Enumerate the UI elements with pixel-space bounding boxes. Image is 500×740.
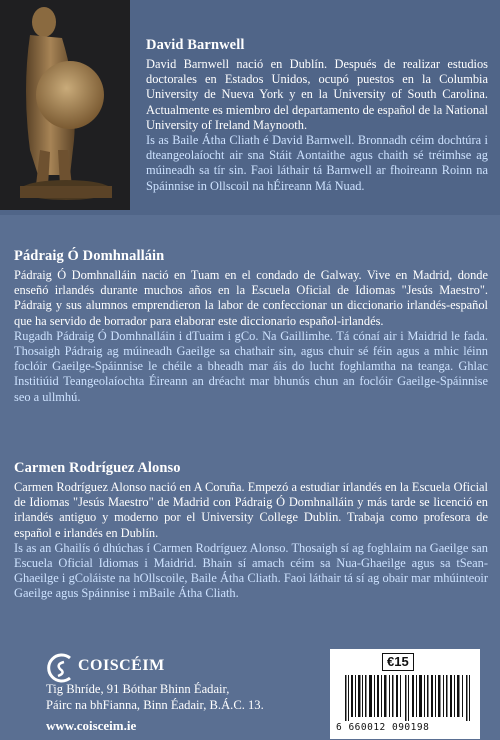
address-line-2: Páirc na bhFianna, Binn Éadair, B.Á.C. 13. (46, 697, 264, 712)
author-name: David Barnwell (146, 37, 245, 53)
author-bio-irish: Rugadh Pádraig Ó Domhnalláin i dTuaim i gCo. Na Gaillimhe. Tá cónaí air i Maidrid le fada. Thosaigh Pádraig ag múineadh Gaeilge sa chathair sin, agus chuir sé féin agus a mhic léinn foclóir Gaeilge-Spáinnise le chéile a bheadh mar áis do lucht foghlamtha na teanga. Ghlac Institiúid Teangeolaíochta Éireann an dréacht mar bhunús chun an foclóir Gaeilge-Spáinnise seo a ullmhú. (14, 328, 488, 404)
barcode-icon (343, 675, 473, 721)
publisher-address (46, 682, 264, 713)
coisceim-logo-icon (44, 650, 80, 686)
author-bio-spanish: David Barnwell nació en Dublín. Después de realizar estudios doctorales en Estados Unidos, ocupó puestos en la Columbia University de Nueva York y en la University of South Carolina. Actualmente es miembro del departamento de español de la National University of Ireland Maynooth. (146, 57, 488, 132)
statue-illustration (0, 0, 130, 210)
author-section-o-domhnallain (14, 248, 488, 405)
author-bio-irish: Is as an Ghailís ó dhúchas í Carmen Rodríguez Alonso. Thosaigh sí ag foghlaim na Gaeilge san Escuela Oficial Idiomas i Maidrid. Bhain sí amach céim sa Nua-Ghaeilge agus sa tSean-Ghaeilge i gColáiste na hOllscoile, Baile Átha Cliath. Faoi láthair tá sí ag obair mar mhúinteoir Gaeilge agus Spáinnise i mBaile Átha Cliath. (14, 540, 488, 601)
price-label: €15 (382, 653, 414, 671)
author-section-rodriguez-alonso (14, 460, 488, 602)
publisher-name: COISCÉIM (78, 657, 165, 674)
author-name: Pádraig Ó Domhnalláin (14, 248, 165, 264)
barcode-number: 6 660012 090198 (336, 722, 430, 733)
author-section-barnwell (146, 37, 488, 194)
author-name: Carmen Rodríguez Alonso (14, 460, 181, 476)
address-line-1: Tig Bhríde, 91 Bóthar Bhinn Éadair, (46, 682, 230, 696)
author-bio-spanish: Carmen Rodríguez Alonso nació en A Coruña. Empezó a estudiar irlandés en la Escuela Oficial de Idiomas "Jesús Maestro" de Madrid con Pádraig Ó Domhnalláin y más tarde se licenció en irlandés antiguo y moderno por el University College Dublin. Trabaja como profesora de español e irlandés en Dublín. (14, 480, 488, 540)
author-bio-spanish: Pádraig Ó Domhnalláin nació en Tuam en el condado de Galway. Vive en Madrid, donde enseñó irlandés durante muchos años en la Escuela Oficial de Idiomas "Jesús Maestro". Pádraig y sus alumnos emprendieron la labor de confeccionar un diccionario irlandés-español que ha servido de borrador para elaborar este diccionario español-irlandés. (14, 268, 488, 328)
author-bio-irish: Is as Baile Átha Cliath é David Barnwell. Bronnadh céim dochtúra i dteangeolaíocht air sna Stáit Aontaithe agus chaith sé tréimhse ag múineadh sa tír sin. Faoi láthair tá Barnwell ar fhoireann Roinn na Spáinnise in Ollscoil na hÉireann Má Nuad. (146, 133, 488, 193)
statue-photo (0, 0, 130, 210)
publisher-website-link[interactable]: www.coisceim.ie (46, 718, 137, 733)
